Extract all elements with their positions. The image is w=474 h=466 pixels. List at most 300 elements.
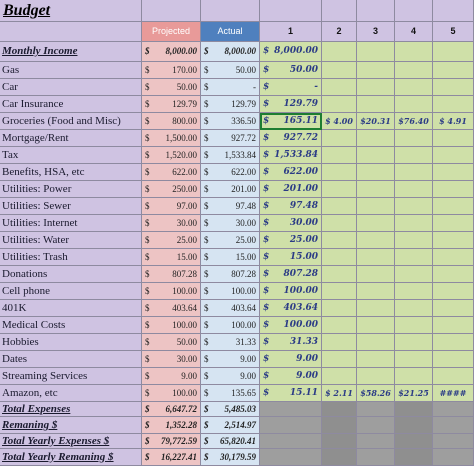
month-cell[interactable] xyxy=(357,317,395,334)
actual-header[interactable]: Actual xyxy=(201,22,260,42)
expense-label[interactable]: Car xyxy=(0,79,142,96)
currency-symbol: $ xyxy=(145,336,150,347)
cell-value: 807.28 xyxy=(172,268,197,279)
month-cell[interactable] xyxy=(433,266,474,283)
currency-symbol: $ xyxy=(145,200,150,211)
month-cell[interactable] xyxy=(433,198,474,215)
projected-cell[interactable] xyxy=(142,317,201,334)
month-cell[interactable] xyxy=(322,79,357,96)
actual-cell[interactable] xyxy=(201,113,260,130)
cell-value: 16,227.41 xyxy=(161,451,197,462)
actual-cell[interactable] xyxy=(201,249,260,266)
month-cell[interactable]: $76.40 xyxy=(395,113,433,130)
currency-symbol: $ xyxy=(204,403,209,414)
month-cell[interactable] xyxy=(357,266,395,283)
month-cell[interactable] xyxy=(357,147,395,164)
month-1-cell[interactable] xyxy=(260,351,322,368)
cell-value: 201.00 xyxy=(231,183,256,194)
expense-label[interactable]: Tax xyxy=(0,147,142,164)
month-cell[interactable] xyxy=(357,334,395,351)
total-label[interactable]: Total Yearly Expenses $ xyxy=(0,434,142,449)
currency-symbol: $ xyxy=(145,183,150,194)
projected-cell[interactable] xyxy=(142,215,201,232)
month-cell[interactable]: $21.25 xyxy=(395,385,433,402)
expense-label[interactable]: Medical Costs xyxy=(0,317,142,334)
month-cell[interactable] xyxy=(433,317,474,334)
cell-value: 97.48 xyxy=(289,200,318,211)
currency-symbol: $ xyxy=(263,302,270,313)
expense-label[interactable]: 401K xyxy=(0,300,142,317)
greyed-cell xyxy=(322,449,357,466)
projected-cell[interactable] xyxy=(142,249,201,266)
month-1-cell[interactable] xyxy=(260,300,322,317)
month-cell[interactable] xyxy=(433,300,474,317)
currency-symbol: $ xyxy=(145,302,150,313)
month-cell[interactable] xyxy=(357,130,395,147)
cell-value: 129.79 xyxy=(172,98,197,109)
cell-value: 97.00 xyxy=(176,200,197,211)
income-projected[interactable] xyxy=(142,42,201,62)
month-cell[interactable] xyxy=(322,96,357,113)
month-cell[interactable] xyxy=(322,164,357,181)
month-1-cell[interactable] xyxy=(260,113,322,130)
month-cell[interactable] xyxy=(357,96,395,113)
month-1-cell[interactable] xyxy=(260,147,322,164)
month-cell[interactable]: $ 4.91 xyxy=(433,113,474,130)
month-cell[interactable] xyxy=(395,283,433,300)
month-cell[interactable] xyxy=(322,62,357,79)
cell-value: 129.79 xyxy=(231,98,256,109)
currency-symbol: $ xyxy=(263,353,270,364)
currency-symbol: $ xyxy=(204,217,209,228)
cell-value: 807.28 xyxy=(231,268,256,279)
actual-cell[interactable] xyxy=(201,232,260,249)
month-cell[interactable] xyxy=(322,147,357,164)
month-cell[interactable] xyxy=(433,351,474,368)
cell-value: 622.00 xyxy=(231,166,256,177)
projected-cell[interactable] xyxy=(142,79,201,96)
cell-value: 201.00 xyxy=(283,183,318,194)
currency-symbol: $ xyxy=(204,319,209,330)
projected-cell[interactable] xyxy=(142,147,201,164)
actual-cell[interactable] xyxy=(201,266,260,283)
cell-value: 1,533.84 xyxy=(224,149,256,160)
cell-value: 25.00 xyxy=(176,234,197,245)
currency-symbol: $ xyxy=(145,64,150,75)
month-1-cell[interactable] xyxy=(260,232,322,249)
month-cell[interactable]: $20.31 xyxy=(357,113,395,130)
expense-label[interactable]: Mortgage/Rent xyxy=(0,130,142,147)
month-cell[interactable] xyxy=(433,368,474,385)
month-cell[interactable] xyxy=(395,147,433,164)
cell-value: 403.64 xyxy=(172,302,197,313)
total-label[interactable]: Remaning $ xyxy=(0,417,142,434)
cell-value: 5,485.03 xyxy=(224,403,256,414)
month-cell[interactable] xyxy=(322,232,357,249)
month-cell[interactable] xyxy=(322,334,357,351)
actual-cell[interactable] xyxy=(201,317,260,334)
currency-symbol: $ xyxy=(263,370,270,381)
cell-value: 15.11 xyxy=(289,387,318,398)
actual-cell[interactable] xyxy=(201,147,260,164)
projected-cell[interactable] xyxy=(142,300,201,317)
greyed-cell xyxy=(260,434,322,449)
actual-cell[interactable] xyxy=(201,385,260,402)
month-1-cell[interactable] xyxy=(260,249,322,266)
projected-cell[interactable] xyxy=(142,232,201,249)
month-cell[interactable] xyxy=(395,42,433,62)
expense-label[interactable]: Utilities: Internet xyxy=(0,215,142,232)
month-cell[interactable] xyxy=(395,351,433,368)
cell-value: 9.00 xyxy=(240,370,256,381)
currency-symbol: $ xyxy=(263,217,270,228)
month-1-cell[interactable] xyxy=(260,368,322,385)
projected-cell[interactable] xyxy=(142,181,201,198)
cell-value: 50.00 xyxy=(176,81,197,92)
total-projected[interactable] xyxy=(142,417,201,434)
month-cell[interactable] xyxy=(357,62,395,79)
actual-cell[interactable] xyxy=(201,96,260,113)
month-cell[interactable] xyxy=(433,334,474,351)
month-cell[interactable] xyxy=(395,266,433,283)
greyed-cell xyxy=(322,434,357,449)
month-cell[interactable] xyxy=(357,283,395,300)
month-cell[interactable] xyxy=(433,147,474,164)
expense-label[interactable]: Dates xyxy=(0,351,142,368)
month-cell[interactable]: $ 4.00 xyxy=(322,113,357,130)
income-label[interactable]: Monthly Income xyxy=(0,42,142,62)
currency-symbol: $ xyxy=(145,234,150,245)
cell-value: 30.00 xyxy=(176,353,197,364)
currency-symbol: $ xyxy=(263,46,270,56)
cell-value: 50.00 xyxy=(289,64,318,75)
cell-value: 807.28 xyxy=(283,268,318,279)
cell-value: 65,820.41 xyxy=(220,435,256,446)
expense-label[interactable]: Amazon, etc xyxy=(0,385,142,402)
header-blank xyxy=(395,0,433,22)
expense-label[interactable]: Cell phone xyxy=(0,283,142,300)
currency-symbol: $ xyxy=(145,81,150,92)
month-cell[interactable] xyxy=(322,130,357,147)
currency-symbol: $ xyxy=(204,285,209,296)
month-cell[interactable] xyxy=(395,300,433,317)
month-cell[interactable] xyxy=(433,96,474,113)
greyed-cell xyxy=(357,434,395,449)
projected-cell[interactable] xyxy=(142,62,201,79)
month-header[interactable]: 5 xyxy=(433,22,474,42)
header-blank xyxy=(357,0,395,22)
expense-label[interactable]: Car Insurance xyxy=(0,96,142,113)
actual-cell[interactable] xyxy=(201,300,260,317)
currency-symbol: $ xyxy=(145,98,150,109)
month-cell[interactable] xyxy=(395,164,433,181)
month-cell[interactable]: #### xyxy=(433,385,474,402)
projected-cell[interactable] xyxy=(142,385,201,402)
expense-label[interactable]: Utilities: Trash xyxy=(0,249,142,266)
expense-label[interactable]: Hobbies xyxy=(0,334,142,351)
actual-cell[interactable] xyxy=(201,130,260,147)
cell-value: 622.00 xyxy=(172,166,197,177)
greyed-cell xyxy=(433,449,474,466)
projected-cell[interactable] xyxy=(142,334,201,351)
month-1-cell[interactable] xyxy=(260,215,322,232)
month-cell[interactable] xyxy=(395,62,433,79)
cell-value: 25.00 xyxy=(289,234,318,245)
month-1-cell[interactable] xyxy=(260,283,322,300)
month-header[interactable]: 1 xyxy=(260,22,322,42)
currency-symbol: $ xyxy=(145,46,150,56)
month-cell[interactable] xyxy=(433,42,474,62)
cell-value: 30.00 xyxy=(235,217,256,228)
cell-value: 1,352.28 xyxy=(165,419,197,430)
currency-symbol: $ xyxy=(263,285,270,296)
cell-value: 100.00 xyxy=(231,285,256,296)
cell-value: 403.64 xyxy=(283,302,318,313)
month-1-cell[interactable] xyxy=(260,198,322,215)
cell-value: 9.00 xyxy=(240,353,256,364)
header-blank xyxy=(260,0,322,22)
currency-symbol: $ xyxy=(204,435,209,446)
currency-symbol: $ xyxy=(263,200,270,211)
month-cell[interactable] xyxy=(322,266,357,283)
month-cell[interactable] xyxy=(322,42,357,62)
actual-cell[interactable] xyxy=(201,334,260,351)
header-blank xyxy=(0,22,142,42)
month-cell[interactable] xyxy=(322,317,357,334)
expense-label[interactable]: Utilities: Water xyxy=(0,232,142,249)
month-cell[interactable] xyxy=(395,198,433,215)
projected-cell[interactable] xyxy=(142,96,201,113)
actual-cell[interactable] xyxy=(201,164,260,181)
month-cell[interactable] xyxy=(433,62,474,79)
currency-symbol: $ xyxy=(145,370,150,381)
actual-cell[interactable] xyxy=(201,62,260,79)
month-cell[interactable] xyxy=(395,215,433,232)
currency-symbol: $ xyxy=(263,183,270,194)
currency-symbol: $ xyxy=(204,183,209,194)
month-1-cell[interactable] xyxy=(260,130,322,147)
cell-value: 15.00 xyxy=(235,251,256,262)
cell-value: 15.00 xyxy=(289,251,318,262)
month-cell[interactable] xyxy=(395,181,433,198)
currency-symbol: $ xyxy=(204,336,209,347)
month-1-cell[interactable] xyxy=(260,96,322,113)
greyed-cell xyxy=(322,402,357,417)
currency-symbol: $ xyxy=(204,302,209,313)
projected-cell[interactable] xyxy=(142,164,201,181)
month-header[interactable]: 3 xyxy=(357,22,395,42)
cell-value: 8,000.00 xyxy=(165,46,197,56)
greyed-cell xyxy=(260,449,322,466)
cell-value: 129.79 xyxy=(283,98,318,109)
month-cell[interactable] xyxy=(433,283,474,300)
total-actual[interactable] xyxy=(201,434,260,449)
cell-value: 9.00 xyxy=(296,370,318,381)
projected-cell[interactable] xyxy=(142,351,201,368)
month-cell[interactable] xyxy=(322,198,357,215)
total-label[interactable]: Total Expenses xyxy=(0,402,142,417)
month-cell[interactable] xyxy=(433,215,474,232)
currency-symbol: $ xyxy=(204,234,209,245)
month-cell[interactable] xyxy=(433,181,474,198)
month-cell[interactable] xyxy=(395,317,433,334)
projected-cell[interactable] xyxy=(142,283,201,300)
cell-value: 2,514.97 xyxy=(224,419,256,430)
actual-cell[interactable] xyxy=(201,215,260,232)
month-1-cell[interactable] xyxy=(260,62,322,79)
cell-value: 927.72 xyxy=(283,132,318,143)
currency-symbol: $ xyxy=(204,46,209,56)
month-cell[interactable] xyxy=(357,164,395,181)
currency-symbol: $ xyxy=(204,64,209,75)
cell-value: 8,000.00 xyxy=(274,46,318,56)
month-1-cell[interactable] xyxy=(260,334,322,351)
month-1-cell[interactable] xyxy=(260,317,322,334)
month-cell[interactable] xyxy=(322,181,357,198)
month-1-cell[interactable] xyxy=(260,385,322,402)
expense-label[interactable]: Gas xyxy=(0,62,142,79)
month-cell[interactable] xyxy=(357,368,395,385)
month-cell[interactable] xyxy=(322,215,357,232)
expense-label[interactable]: Utilities: Sewer xyxy=(0,198,142,215)
actual-cell[interactable] xyxy=(201,79,260,96)
cell-value: 403.64 xyxy=(231,302,256,313)
income-actual[interactable] xyxy=(201,42,260,62)
month-1-cell[interactable] xyxy=(260,181,322,198)
total-label[interactable]: Total Yearly Remaning $ xyxy=(0,449,142,466)
greyed-cell xyxy=(395,417,433,434)
cell-value: 31.33 xyxy=(235,336,256,347)
month-cell[interactable] xyxy=(433,232,474,249)
month-cell[interactable] xyxy=(357,215,395,232)
cell-value: 9.00 xyxy=(181,370,197,381)
projected-cell[interactable] xyxy=(142,130,201,147)
month-cell[interactable] xyxy=(357,351,395,368)
month-1-cell[interactable] xyxy=(260,266,322,283)
month-cell[interactable]: $58.26 xyxy=(357,385,395,402)
currency-symbol: $ xyxy=(145,285,150,296)
currency-symbol: $ xyxy=(204,81,209,92)
month-cell[interactable] xyxy=(322,249,357,266)
total-actual[interactable] xyxy=(201,449,260,466)
income-month-1[interactable] xyxy=(260,42,322,62)
currency-symbol: $ xyxy=(263,81,270,92)
actual-cell[interactable] xyxy=(201,351,260,368)
month-cell[interactable] xyxy=(395,334,433,351)
month-cell[interactable] xyxy=(433,79,474,96)
greyed-cell xyxy=(395,449,433,466)
greyed-cell xyxy=(395,434,433,449)
currency-symbol: $ xyxy=(204,370,209,381)
month-cell[interactable] xyxy=(322,351,357,368)
expense-label[interactable]: Donations xyxy=(0,266,142,283)
expense-label[interactable]: Benefits, HSA, etc xyxy=(0,164,142,181)
month-cell[interactable] xyxy=(357,232,395,249)
cell-value: 100.00 xyxy=(283,285,318,296)
cell-value: 30.00 xyxy=(289,217,318,228)
total-projected[interactable] xyxy=(142,402,201,417)
month-cell[interactable] xyxy=(322,283,357,300)
actual-cell[interactable] xyxy=(201,283,260,300)
cell-value: 100.00 xyxy=(172,319,197,330)
currency-symbol: $ xyxy=(204,387,209,398)
sheet-title: Budget xyxy=(0,0,142,22)
currency-symbol: $ xyxy=(204,353,209,364)
currency-symbol: $ xyxy=(263,132,270,143)
total-actual[interactable] xyxy=(201,402,260,417)
cell-value: 800.00 xyxy=(172,115,197,126)
month-cell[interactable] xyxy=(395,232,433,249)
month-cell[interactable] xyxy=(357,79,395,96)
month-cell[interactable] xyxy=(357,181,395,198)
month-1-cell[interactable] xyxy=(260,164,322,181)
cell-value: 31.33 xyxy=(289,336,318,347)
projected-cell[interactable] xyxy=(142,113,201,130)
projected-cell[interactable] xyxy=(142,266,201,283)
projected-cell[interactable] xyxy=(142,368,201,385)
month-cell[interactable] xyxy=(433,249,474,266)
month-cell[interactable] xyxy=(433,130,474,147)
currency-symbol: $ xyxy=(263,64,270,75)
greyed-cell xyxy=(322,417,357,434)
month-cell[interactable] xyxy=(357,249,395,266)
month-cell[interactable] xyxy=(395,368,433,385)
month-1-cell[interactable] xyxy=(260,79,322,96)
month-cell[interactable] xyxy=(357,300,395,317)
greyed-cell xyxy=(260,402,322,417)
cell-value: 100.00 xyxy=(172,387,197,398)
greyed-cell xyxy=(433,434,474,449)
actual-cell[interactable] xyxy=(201,368,260,385)
currency-symbol: $ xyxy=(204,419,209,430)
projected-header[interactable]: Projected xyxy=(142,22,201,42)
cell-value: 336.50 xyxy=(231,115,256,126)
header-blank xyxy=(142,0,201,22)
total-projected[interactable] xyxy=(142,434,201,449)
month-cell[interactable] xyxy=(357,42,395,62)
expense-label[interactable]: Groceries (Food and Misc) xyxy=(0,113,142,130)
expense-label[interactable]: Streaming Services xyxy=(0,368,142,385)
actual-cell[interactable] xyxy=(201,198,260,215)
projected-cell[interactable] xyxy=(142,198,201,215)
actual-cell[interactable] xyxy=(201,181,260,198)
total-actual[interactable] xyxy=(201,417,260,434)
cell-value: 50.00 xyxy=(176,336,197,347)
month-cell[interactable]: $ 2.11 xyxy=(322,385,357,402)
currency-symbol: $ xyxy=(204,268,209,279)
month-cell[interactable] xyxy=(322,368,357,385)
cell-value: 927.72 xyxy=(231,132,256,143)
month-cell[interactable] xyxy=(395,79,433,96)
header-blank xyxy=(433,0,474,22)
expense-label[interactable]: Utilities: Power xyxy=(0,181,142,198)
currency-symbol: $ xyxy=(145,435,150,446)
currency-symbol: $ xyxy=(145,353,150,364)
currency-symbol: $ xyxy=(145,268,150,279)
month-cell[interactable] xyxy=(395,130,433,147)
month-cell[interactable] xyxy=(433,164,474,181)
currency-symbol: $ xyxy=(204,98,209,109)
month-cell[interactable] xyxy=(395,249,433,266)
month-header[interactable]: 2 xyxy=(322,22,357,42)
month-cell[interactable] xyxy=(322,300,357,317)
month-header[interactable]: 4 xyxy=(395,22,433,42)
currency-symbol: $ xyxy=(145,419,150,430)
total-projected[interactable] xyxy=(142,449,201,466)
currency-symbol: $ xyxy=(145,387,150,398)
month-cell[interactable] xyxy=(395,96,433,113)
month-cell[interactable] xyxy=(357,198,395,215)
